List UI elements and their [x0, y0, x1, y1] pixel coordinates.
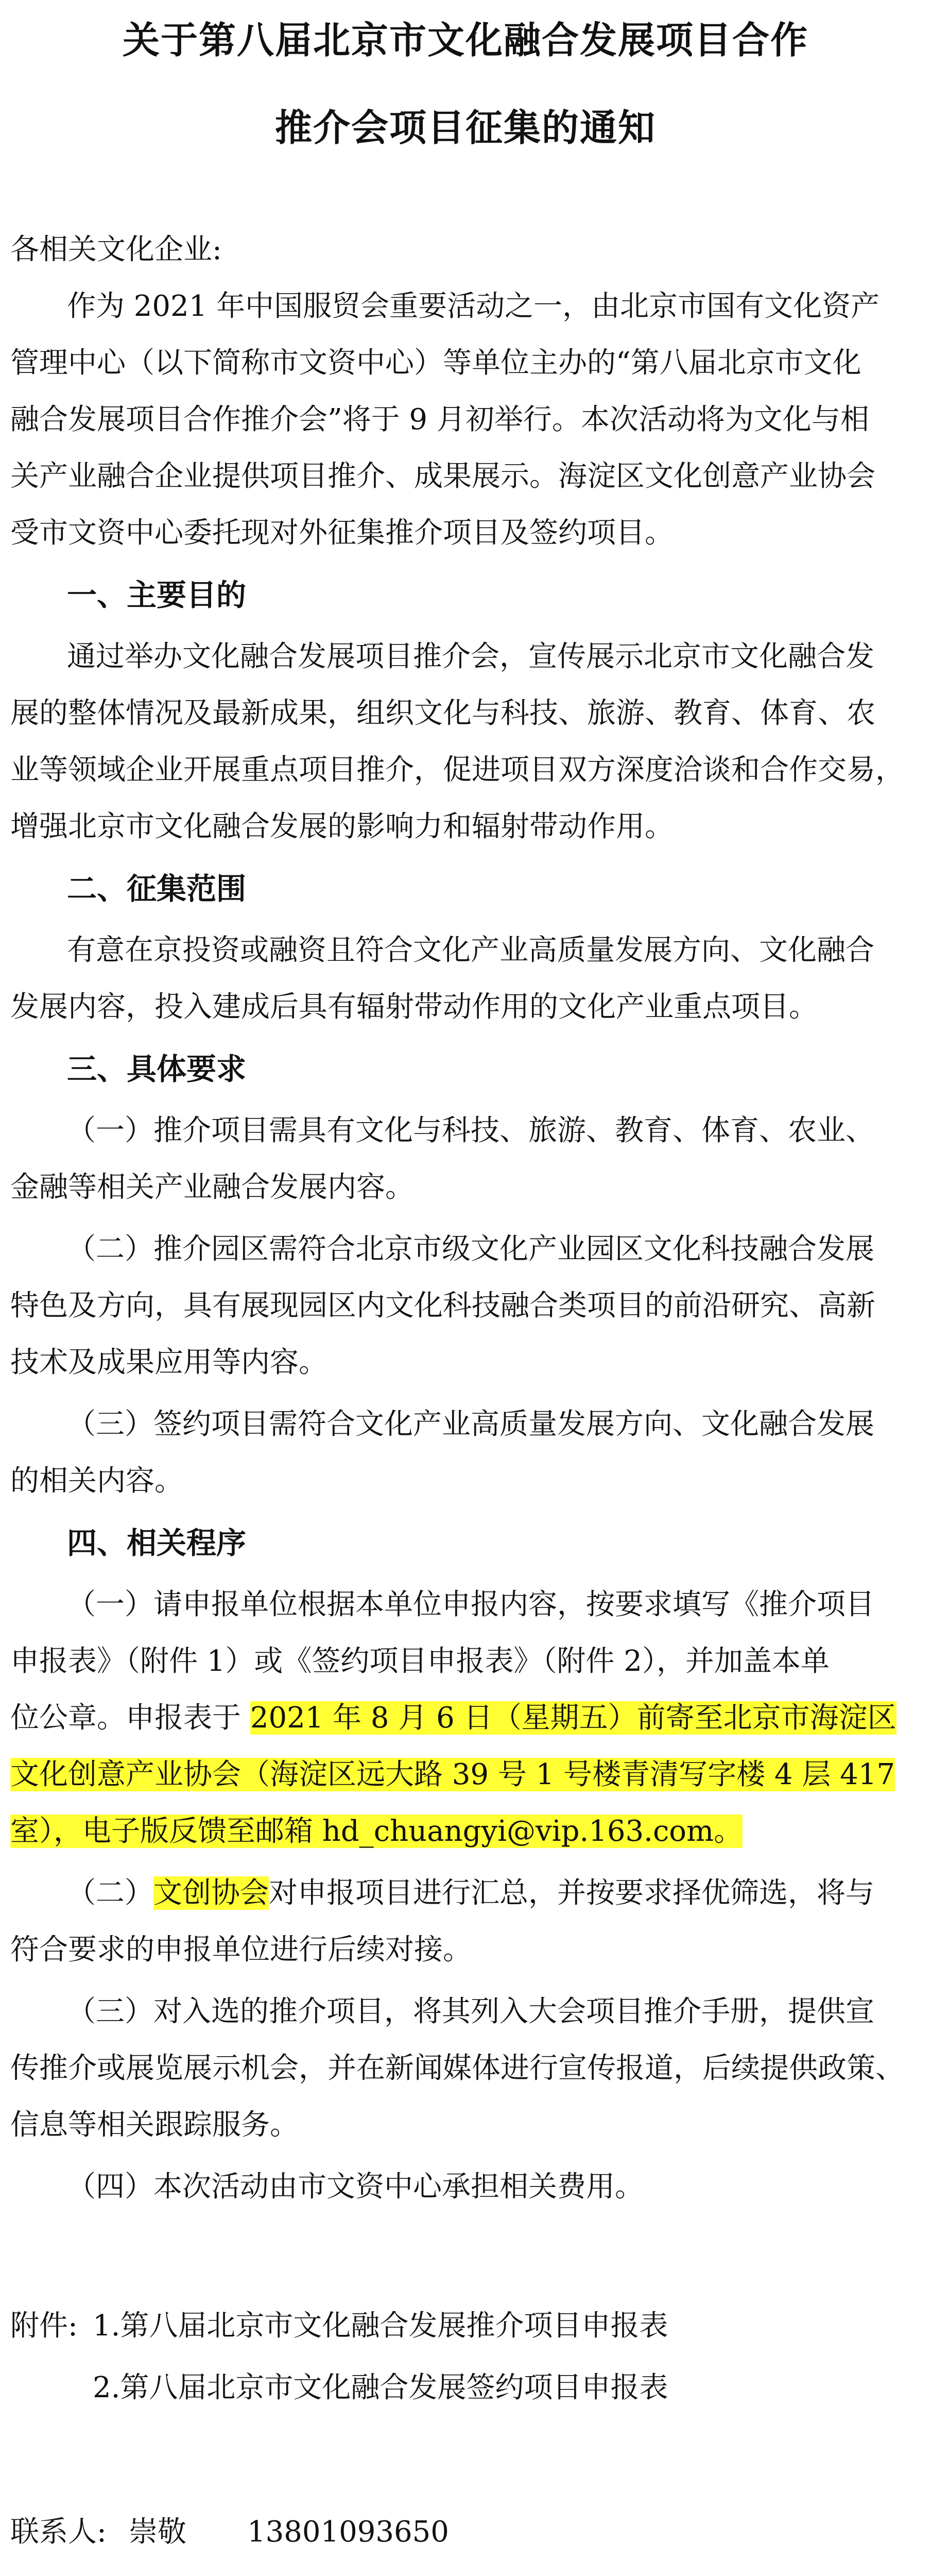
intro-line: 作为 2021 年中国服贸会重要活动之一，由北京市国有文化资产	[67, 290, 880, 323]
contact-name	[129, 2566, 186, 2576]
section4-line	[10, 1690, 896, 1747]
section4-text: 位公章。申报表于	[10, 1701, 250, 1735]
section4-text: （二）	[67, 1876, 153, 1910]
section1-line: 业等领域企业开展重点项目推介，促进项目双方深度洽谈和合作交易，	[10, 753, 904, 787]
contact-phone	[247, 2566, 449, 2576]
section-heading: 一、主要目的	[67, 578, 247, 613]
contact-name: 崇敬	[129, 2515, 186, 2549]
section4-line	[10, 1747, 895, 1803]
section4-line	[67, 1865, 874, 1922]
section3-line: 金融等相关产业融合发展内容。	[10, 1171, 414, 1204]
attachment-item: 2.第八届北京市文化融合发展签约项目申报表	[93, 2371, 668, 2404]
contacts-label: 联系人:	[10, 2515, 107, 2549]
intro-line: 关产业融合企业提供项目推介、成果展示。海淀区文化创意产业协会	[10, 460, 875, 493]
intro-line: 融合发展项目合作推介会”将于 9 月初举行。本次活动将为文化与相	[10, 403, 869, 436]
section2-line: 有意在京投资或融资且符合文化产业高质量发展方向、文化融合	[67, 934, 874, 967]
section-heading: 三、具体要求	[67, 1052, 247, 1087]
highlighted-deadline: 2021 年 8 月 6 日（星期五）前寄至北京市海淀区	[250, 1701, 896, 1735]
section3-line: （三）签约项目需符合文化产业高质量发展方向、文化融合发展	[67, 1408, 874, 1441]
section3-line: 技术及成果应用等内容。	[10, 1346, 327, 1379]
section4-line: （一）请申报单位根据本单位申报内容，按要求填写《推介项目	[67, 1588, 874, 1621]
highlighted-email: 室），电子版反馈至邮箱 hd_chuangyi@vip.163.com。	[10, 1815, 743, 1848]
section-heading: 二、征集范围	[67, 871, 247, 906]
section4-line: 符合要求的申报单位进行后续对接。	[10, 1933, 472, 1967]
section4-line: （四）本次活动由市文资中心承担相关费用。	[67, 2170, 644, 2204]
section4-line: （三）对入选的推介项目，将其列入大会项目推介手册，提供宣	[67, 1995, 874, 2028]
salutation: 各相关文化企业:	[10, 233, 222, 266]
highlighted-address: 文化创意产业协会（海淀区远大路 39 号 1 号楼青清写字楼 4 层 417	[10, 1758, 895, 1791]
section4-line: 信息等相关跟踪服务。	[10, 2108, 299, 2142]
contact-phone: 13801093650	[247, 2515, 449, 2549]
section3-line: （二）推介园区需符合北京市级文化产业园区文化科技融合发展	[67, 1232, 874, 1266]
section4-line	[10, 1803, 743, 1860]
section1-line: 通过举办文化融合发展项目推介会，宣传展示北京市文化融合发	[67, 640, 874, 673]
section-heading: 四、相关程序	[67, 1526, 247, 1561]
highlighted-org: 文创协会	[153, 1876, 269, 1910]
intro-line: 受市文资中心委托现对外征集推介项目及签约项目。	[10, 516, 674, 550]
section4-text: 对申报项目进行汇总，并按要求择优筛选，将与	[269, 1876, 874, 1910]
attachments-label: 附件:	[10, 2309, 78, 2343]
section3-line: 特色及方向，具有展现园区内文化科技融合类项目的前沿研究、高新	[10, 1289, 875, 1323]
section3-line: （一）推介项目需具有文化与科技、旅游、教育、体育、农业、	[67, 1114, 874, 1147]
section3-line: 的相关内容。	[10, 1464, 183, 1498]
attachment-item: 1.第八届北京市文化融合发展推介项目申报表	[93, 2309, 668, 2343]
section1-line: 增强北京市文化融合发展的影响力和辐射带动作用。	[10, 810, 674, 843]
document-title-line1: 关于第八届北京市文化融合发展项目合作	[122, 19, 808, 62]
section2-line: 发展内容，投入建成后具有辐射带动作用的文化产业重点项目。	[10, 990, 818, 1024]
document-title-line2: 推介会项目征集的通知	[274, 106, 656, 149]
section1-line: 展的整体情况及最新成果，组织文化与科技、旅游、教育、体育、农	[10, 697, 875, 730]
section4-line: 申报表》（附件 1）或《签约项目申报表》（附件 2），并加盖本单	[10, 1645, 830, 1678]
section4-line: 传推介或展览展示机会，并在新闻媒体进行宣传报道，后续提供政策、	[10, 2052, 904, 2085]
intro-line: 管理中心（以下简称市文资中心）等单位主办的“第八届北京市文化	[10, 346, 861, 380]
